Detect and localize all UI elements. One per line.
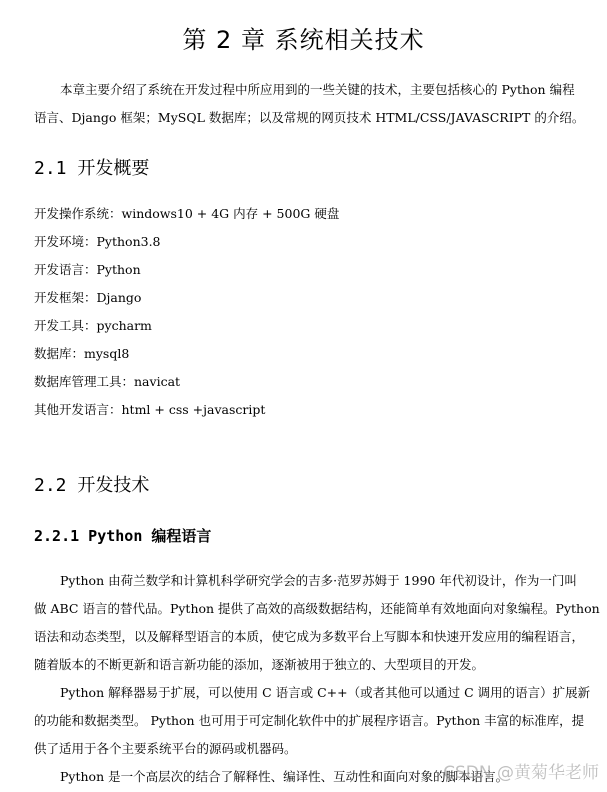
list-item: 开发操作系统：windows10 + 4G 内存 + 500G 硬盘 [34,206,340,221]
list-item: 开发工具：pycharm [34,318,152,333]
text-line: 的功能和数据类型。 Python 也可用于可定制化软件中的扩展程序语言。Python 丰富的标准库，提 [34,713,585,728]
text-line: 随着版本的不断更新和语言新功能的添加，逐渐被用于独立的、大型项目的开发。 [34,657,485,672]
text-line: Python 解释器易于扩展，可以使用 C 语言或 C++（或者其他可以通过 C 调用的语言）扩展新 [60,685,591,700]
watermark: CSDN @黄菊华老师 [443,763,599,783]
text-line: 语言、Django 框架；MySQL 数据库；以及常规的网页技术 HTML/CSS/JAVASCRIPT 的介绍。 [34,110,585,125]
subsection-heading-2-2-1: 2.2.1 Python 编程语言 [34,527,212,545]
list-item: 数据库：mysql8 [34,346,130,361]
list-item: 开发环境：Python3.8 [34,234,161,249]
section-heading-2-1: 2.1 开发概要 [34,158,150,179]
dev-summary-list [34,200,339,424]
intro-paragraph [34,76,585,132]
list-item: 开发框架：Django [34,290,142,305]
list-item: 数据库管理工具：navicat [34,374,181,389]
chapter-title: 第 2 章 系统相关技术 [182,26,425,54]
text-line: 做 ABC 语言的替代品。Python 提供了高效的高级数据结构，还能简单有效地面向对象编程。Python [34,601,600,616]
text-line: Python 是一个高层次的结合了解释性、编译性、互动性和面向对象的脚本语言。 [60,769,509,784]
section-heading-2-2: 2.2 开发技术 [34,475,150,496]
text-line: 语法和动态类型，以及解释型语言的本质，使它成为多数平台上写脚本和快速开发应用的编程语言， [34,629,585,644]
text-line: Python 由荷兰数学和计算机科学研究学会的吉多·范罗苏姆于 1990 年代初设计，作为一门叫 [60,573,577,588]
text-line: 供了适用于各个主要系统平台的源码或机器码。 [34,741,297,756]
list-item: 其他开发语言：html + css +javascript [34,402,266,417]
text-line: 本章主要介绍了系统在开发过程中所应用到的一些关键的技术，主要包括核心的 Python 编程 [60,82,575,97]
list-item: 开发语言：Python [34,262,141,277]
